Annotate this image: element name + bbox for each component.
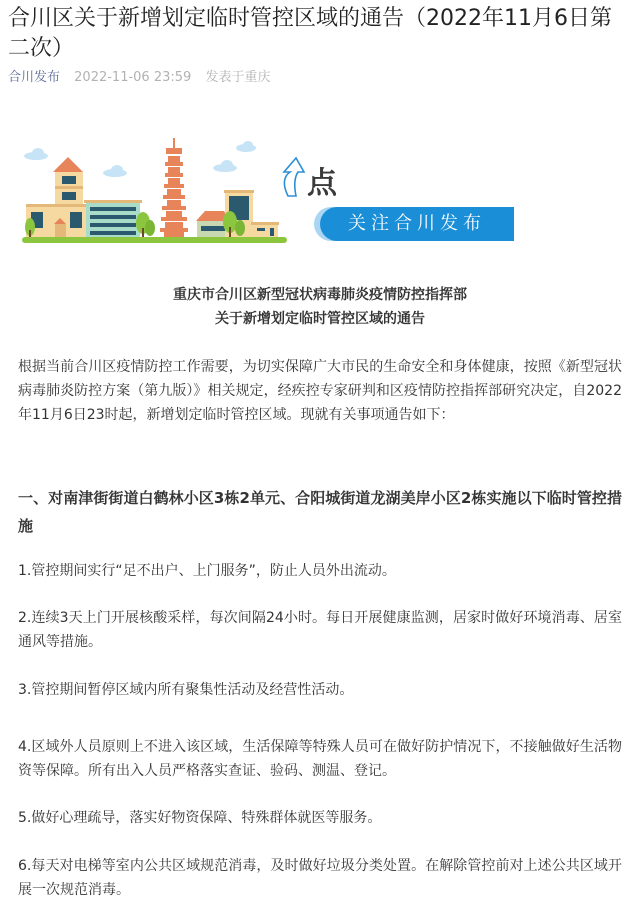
intro-paragraph: 根据当前合川区疫情防控工作需要，为切实保障广大市民的生命安全和身体健康，按照《新型冠状病毒肺炎防控方案（第九版）》相关规定，经疾控专家研判和区疫情防控指挥部研究决定，自2022年11月6日23时起，新增划定临时管控区域。现就有关事项通告如下： [18, 359, 622, 423]
notice-issuer-heading: 重庆市合川区新型冠状病毒肺炎疫情防控指挥部 [173, 287, 467, 303]
article-title: 合川区关于新增划定临时管控区域的通告（2022年11月6日第二次） [8, 6, 612, 61]
article-meta [8, 69, 270, 87]
publish-location: 发表于重庆 [205, 70, 271, 85]
notice-title-heading: 关于新增划定临时管控区域的通告 [215, 311, 425, 327]
arrow-up-icon [284, 158, 304, 196]
follow-banner [20, 120, 540, 255]
measure-item: 2.连续3天上门开展核酸采样，每次间隔24小时。每日开展健康监测，居家时做好环境消毒、居室通风等措施。 [18, 610, 622, 650]
author-link[interactable]: 合川发布 [8, 70, 61, 85]
measure-item: 3.管控期间暂停区域内所有聚集性活动及经营性活动。 [18, 682, 354, 698]
follow-account-button[interactable]: 关注合川发布 [320, 207, 514, 241]
tap-hint-text: 点 [307, 166, 337, 201]
measure-item: 1.管控期间实行“足不出户、上门服务”，防止人员外出流动。 [18, 563, 396, 579]
city-skyline-illustration [20, 120, 320, 255]
measure-item: 4.区域外人员原则上不进入该区域，生活保障等特殊人员可在做好防护情况下，不接触做好生活物资等保障。所有出入人员严格落实查证、验码、测温、登记。 [18, 739, 622, 779]
measure-item: 5.做好心理疏导，落实好物资保障、特殊群体就医等服务。 [18, 810, 382, 826]
publish-date: 2022-11-06 23:59 [74, 70, 192, 85]
measure-item: 6.每天对电梯等室内公共区域规范消毒，及时做好垃圾分类处置。在解除管控前对上述公共区域开展一次规范消毒。 [18, 858, 622, 898]
section-title: 一、对南津街街道白鹤林小区3栋2单元、合阳城街道龙湖美岸小区2栋实施以下临时管控措施 [18, 489, 622, 535]
